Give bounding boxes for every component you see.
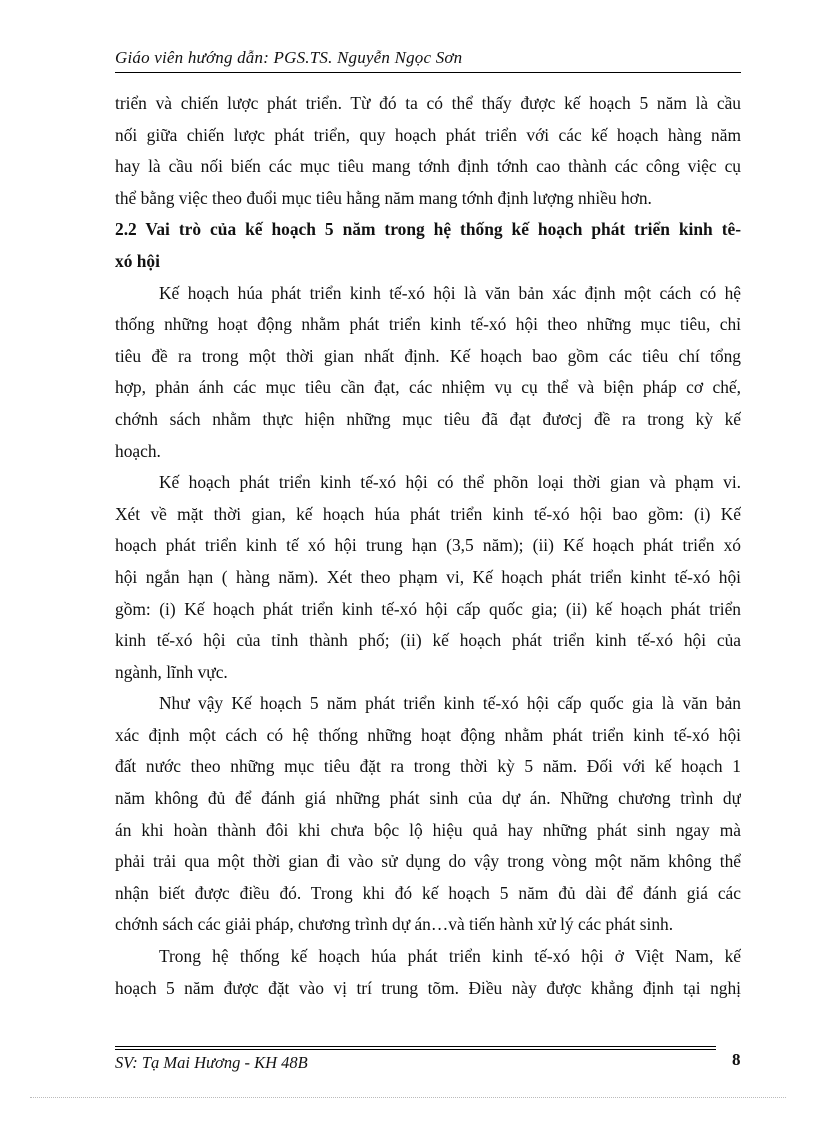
section-heading: 2.2 Vai trò của kế hoạch 5 năm trong hệ thống kế hoạch phát triển kinh tê- bbox=[115, 219, 741, 240]
text-line: hợp, phản ánh các mục tiêu cần đạt, các nhiệm vụ cụ thể và biện pháp cơ chế, bbox=[115, 377, 741, 398]
page-number: 8 bbox=[732, 1050, 741, 1069]
text-line: Như vậy Kế hoạch 5 năm phát triển kinh tế-xó hội cấp quốc gia là văn bản bbox=[159, 693, 741, 714]
text-line: Trong hệ thống kế hoạch húa phát triển kinh tế-xó hội ở Việt Nam, kế bbox=[159, 946, 741, 967]
text-line: thống những hoạt động nhằm phát triển kinh tế-xó hội theo những mục tiêu, chỉ bbox=[115, 314, 741, 335]
text-line: chớnh sách các giải pháp, chương trình dự án…và tiến hành xử lý các phát sinh. bbox=[115, 914, 674, 935]
text-line: hoạch phát triển kinh tế xó hội trung hạn (3,5 năm); (ii) Kế hoạch phát triển xó bbox=[115, 535, 741, 556]
page-bottom-divider bbox=[30, 1097, 786, 1098]
text-line: ngành, lĩnh vực. bbox=[115, 661, 228, 682]
advisor-header: Giáo viên hướng dẫn: PGS.TS. Nguyễn Ngọc Sơn bbox=[115, 48, 463, 67]
text-line: Kế hoạch húa phát triển kinh tế-xó hội là văn bản xác định một cách có hệ bbox=[159, 282, 741, 303]
text-line: nhận biết được điều đó. Trong khi đó kế hoạch 5 năm đủ dài để đánh giá các bbox=[115, 882, 741, 903]
text-line: nối giữa chiến lược phát triển, quy hoạch phát triển với các kế hoạch hàng năm bbox=[115, 124, 741, 145]
text-line: án khi hoàn thành đôi khi chưa bộc lộ hiệu quả hay những phát sinh ngay mà bbox=[115, 819, 741, 840]
footer-rule bbox=[115, 1046, 716, 1047]
text-line: chớnh sách nhằm thực hiện những mục tiêu đã đạt đươcj đề ra trong kỳ kế bbox=[115, 408, 741, 429]
text-line: hay là cầu nối biến các mục tiêu mang tớnh định tớnh cao thành các công việc cụ bbox=[115, 156, 741, 177]
text-line: Xét về mặt thời gian, kế hoạch húa phát triển kinh tế-xó hội bao gồm: (i) Kế bbox=[115, 503, 741, 524]
text-line: đất nước theo những mục tiêu đặt ra trong thời kỳ 5 năm. Đối với kế hoạch 1 bbox=[115, 756, 741, 777]
text-line: kinh tế-xó hội của tỉnh thành phố; (ii) kế hoạch phát triển kinh tế-xó hội của bbox=[115, 630, 741, 651]
text-line: xác định một cách có hệ thống những hoạt động nhằm phát triển kinh tế-xó hội bbox=[115, 724, 741, 745]
footer-rule-double bbox=[115, 1049, 716, 1050]
text-line: triển và chiến lược phát triển. Từ đó ta có thể thấy được kế hoạch 5 năm là cầu bbox=[115, 93, 741, 113]
text-line: hội ngắn hạn ( hàng năm). Xét theo phạm vi, Kế hoạch phát triển kinht tế-xó hội bbox=[115, 566, 741, 587]
text-line: tiêu đề ra trong một thời gian nhất định. Kế hoạch bao gồm các tiêu chí tổng bbox=[115, 345, 741, 366]
text-line: phải trải qua một thời gian đi vào sử dụng do vậy trong vòng một năm không thể bbox=[115, 851, 741, 872]
text-line: Kế hoạch phát triển kinh tế-xó hội có thể phõn loại thời gian và phạm vi. bbox=[159, 472, 741, 493]
text-line: thể bằng việc theo đuổi mục tiêu hằng năm mang tớnh định lượng nhiều hơn. bbox=[115, 187, 652, 208]
body-text bbox=[115, 88, 741, 1004]
section-heading-cont: xó hội bbox=[115, 250, 160, 271]
text-line: hoạch. bbox=[115, 440, 161, 461]
text-line: hoạch 5 năm được đặt vào vị trí trung tõm. Điều này được khẳng định tại nghị bbox=[115, 977, 741, 998]
student-footer: SV: Tạ Mai Hương - KH 48B bbox=[115, 1053, 308, 1072]
text-line: năm không đủ để đánh giá những phát sinh của dự án. Những chương trình dự bbox=[115, 788, 741, 809]
page-header bbox=[115, 46, 741, 73]
text-line: gồm: (i) Kế hoạch phát triển kinh tế-xó hội cấp quốc gia; (ii) kế hoạch phát triển bbox=[115, 598, 741, 619]
